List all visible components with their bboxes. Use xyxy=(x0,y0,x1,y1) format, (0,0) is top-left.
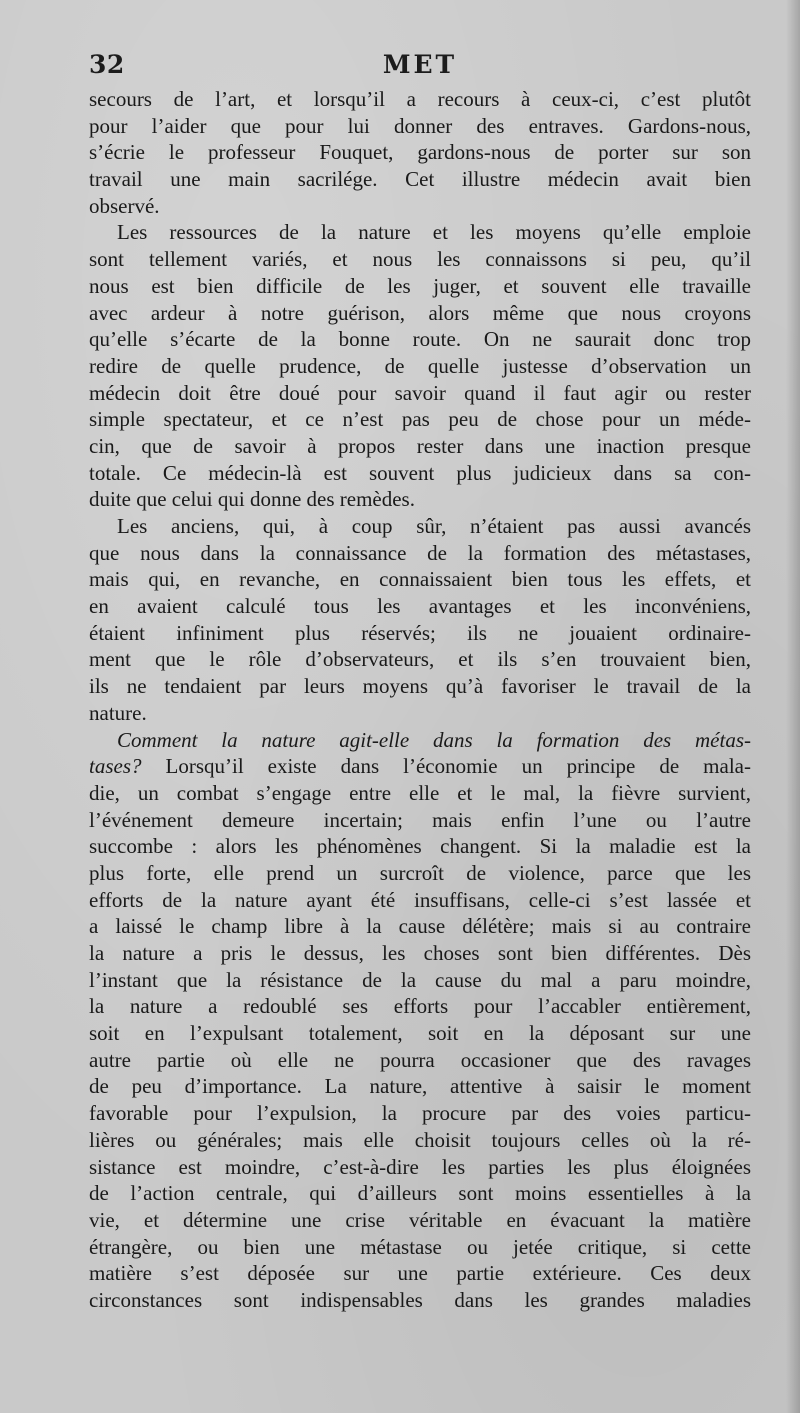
text-line: sont tellement variés, et nous les connaissons si peu, qu’il xyxy=(89,247,751,272)
text-line: simple spectateur, et ce n’est pas peu de chose pour un méde- xyxy=(89,407,751,432)
text-line: sistance est moindre, c’est-à-dire les parties les plus éloignées xyxy=(89,1154,751,1179)
text-line: étaient infiniment plus réservés; ils ne jouaient ordinaire- xyxy=(89,620,751,645)
text-line: ils ne tendaient par leurs moyens qu’à favoriser le travail de la xyxy=(89,674,751,699)
text-line xyxy=(89,753,751,780)
text-line: plus forte, elle prend un surcroît de violence, parce que les xyxy=(89,860,751,885)
text-line: étrangère, ou bien une métastase ou jetée critique, si cette xyxy=(89,1234,751,1259)
text-line: die, un combat s’engage entre elle et le mal, la fièvre survient, xyxy=(89,780,751,805)
text-line: duite que celui qui donne des remèdes. xyxy=(89,487,415,512)
text-line: matière s’est déposée sur une partie extérieure. Ces deux xyxy=(89,1261,751,1286)
page-header xyxy=(89,50,751,84)
text-line: travail une main sacrilége. Cet illustre médecin avait bien xyxy=(89,167,751,192)
paragraph-first-line: Les ressources de la nature et les moyens qu’elle emploie xyxy=(117,220,751,245)
text-line: s’écrie le professeur Fouquet, gardons-nous de porter sur son xyxy=(89,140,751,165)
text-line: secours de l’art, et lorsqu’il a recours à ceux-ci, c’est plutôt xyxy=(89,87,751,111)
text-line: favorable pour l’expulsion, la procure par des voies particu- xyxy=(89,1101,751,1126)
text-line: redire de quelle prudence, de quelle justesse d’observation un xyxy=(89,353,751,378)
text-line: médecin doit être doué pour savoir quand il faut agir ou rester xyxy=(89,380,751,405)
text-line: avec ardeur à notre guérison, alors même que nous croyons xyxy=(89,300,751,325)
text-line: totale. Ce médecin-là est souvent plus judicieux dans sa con- xyxy=(89,460,751,485)
body-text xyxy=(89,86,751,1314)
text-line: mais qui, en revanche, en connaissaient bien tous les effets, et xyxy=(89,567,751,592)
italic-heading-end: tases? xyxy=(89,754,142,779)
page-number: 32 xyxy=(89,50,125,79)
text-line: ment que le rôle d’observateurs, et ils s’en trouvaient bien, xyxy=(89,647,751,672)
text-line: de l’action centrale, qui d’ailleurs sont moins essentielles à la xyxy=(89,1181,751,1206)
text-line: vie, et détermine une crise véritable en évacuant la matière xyxy=(89,1207,751,1232)
text-line: efforts de la nature ayant été insuffisans, celle-ci s’est lassée et xyxy=(89,887,751,912)
text-line: succombe : alors les phénomènes changent. Si la maladie est la xyxy=(89,834,751,859)
text-line: soit en l’expulsant totalement, soit en la déposant sur une xyxy=(89,1021,751,1046)
text-line: pour l’aider que pour lui donner des entraves. Gardons-nous, xyxy=(89,113,751,138)
text-line: en avaient calculé tous les avantages et les inconvéniens, xyxy=(89,594,751,619)
text-line: la nature a pris le dessus, les choses sont bien différentes. Dès xyxy=(89,941,751,965)
paragraph-first-line: Les anciens, qui, à coup sûr, n’étaient pas aussi avancés xyxy=(117,514,751,538)
page-spine-shadow xyxy=(786,0,800,1413)
text-line: observé. xyxy=(89,193,160,218)
text-line: nous est bien difficile de les juger, et souvent elle travaille xyxy=(89,273,751,298)
text-line: que nous dans la connaissance de la formation des métastases, xyxy=(89,540,751,565)
text-line: a laissé le champ libre à la cause délétère; mais si au contraire xyxy=(89,914,751,939)
italic-heading-line: Comment la nature agit-elle dans la formation des métas- xyxy=(117,727,751,752)
text-line: la nature a redoublé ses efforts pour l’accabler entièrement, xyxy=(89,994,751,1019)
running-head: MET xyxy=(382,50,458,79)
text-line: cin, que de savoir à propos rester dans une inaction presque xyxy=(89,433,751,458)
text-line-continuation: Lorsqu’il existe dans l’économie un principe de mala- xyxy=(141,754,751,779)
text-line: l’instant que la résistance de la cause du mal a paru moindre, xyxy=(89,967,751,992)
text-line: nature. xyxy=(89,700,147,725)
text-line: qu’elle s’écarte de la bonne route. On ne saurait donc trop xyxy=(89,327,751,352)
text-line: autre partie où elle ne pourra occasioner que des ravages xyxy=(89,1047,751,1072)
text-line: l’événement demeure incertain; mais enfin l’une ou l’autre xyxy=(89,807,751,832)
text-line: lières ou générales; mais elle choisit toujours celles où la ré- xyxy=(89,1127,751,1152)
text-line: de peu d’importance. La nature, attentive à saisir le moment xyxy=(89,1074,751,1099)
text-line: circonstances sont indispensables dans les grandes maladies xyxy=(89,1287,751,1312)
